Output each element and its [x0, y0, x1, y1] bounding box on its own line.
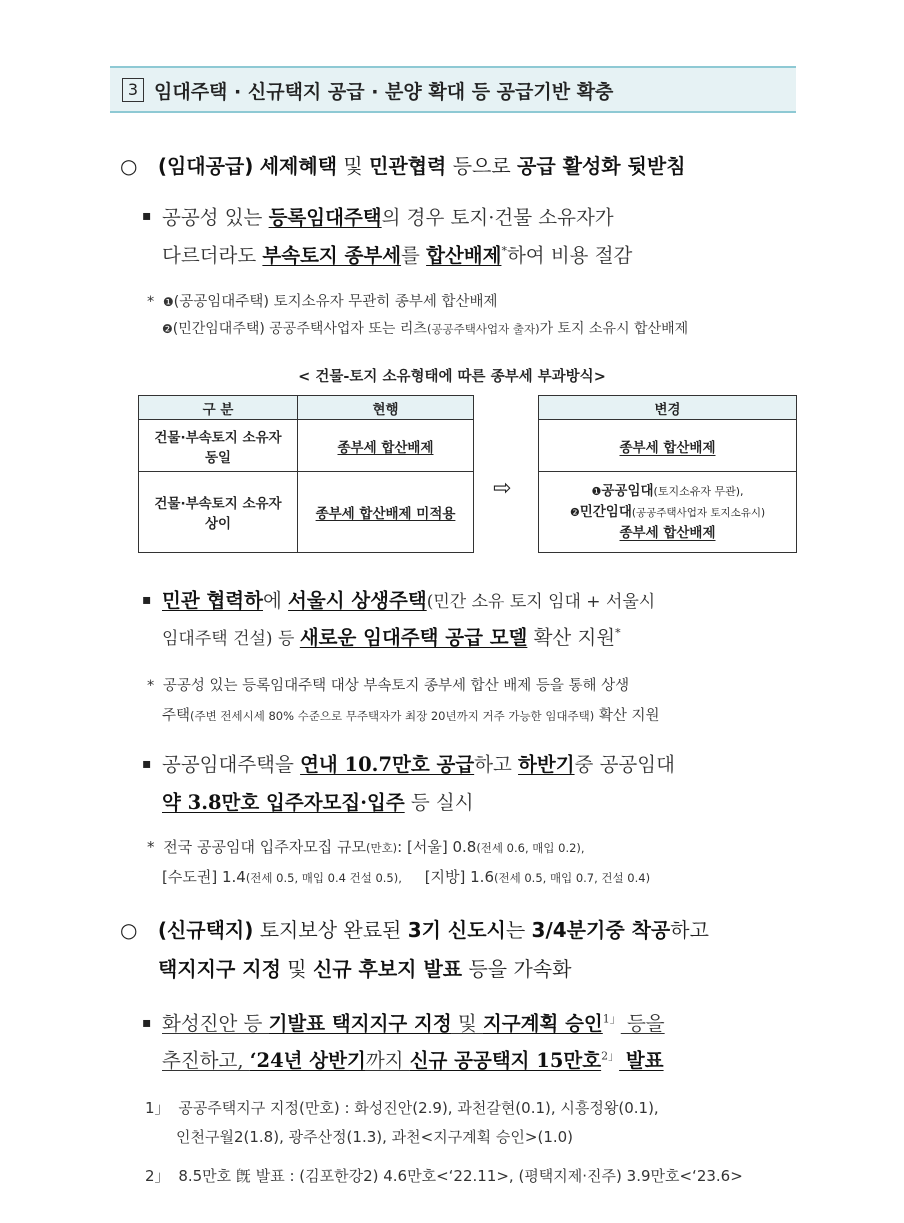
col-changed: 변경	[539, 396, 797, 420]
arrow-icon: ⇨	[493, 476, 512, 501]
sec1-t4: 등으로	[446, 154, 518, 178]
item1-note2a: (민간임대주택) 공공주택사업자 또는 리츠	[172, 321, 427, 337]
sec1-heading	[120, 150, 686, 179]
item2-l2c: 확산 지원	[527, 626, 616, 649]
row1-changed: 종부세 합산배제	[619, 439, 716, 456]
item1-note2	[162, 318, 688, 338]
item1-l2c: 를	[401, 244, 427, 267]
item1-note1	[147, 290, 498, 311]
item3-note-line2	[162, 866, 650, 887]
item2-note-line1	[147, 674, 629, 695]
square-bullet: ▪	[142, 756, 152, 772]
item3-n2c: [지방] 1.6	[424, 868, 494, 886]
item3-n1d: (전세 0.6, 매입 0.2),	[476, 841, 585, 855]
sec1-tag: (임대공급)	[157, 154, 254, 178]
col-current: 현행	[298, 396, 474, 420]
item1-l2e: *	[501, 244, 507, 258]
mark-1: ❶	[591, 485, 602, 498]
fn2-mark: 2」	[145, 1167, 170, 1185]
item2-line1	[162, 585, 655, 613]
sec2-l1b: 토지보상 완료된	[253, 918, 408, 942]
col-label: 구 분	[139, 396, 298, 420]
sec1-t1: 세제혜택	[259, 154, 338, 178]
footnote-2	[145, 1165, 743, 1186]
fn1a: 공공주택지구 지정(만호) : 화성진안(2.9), 과천갈현(0.1), 시흥정왕(0.1),	[178, 1099, 659, 1117]
item4-l2a: 추진하고,	[162, 1049, 250, 1072]
note-mark-2: ❷	[162, 322, 173, 336]
item4-l1c: 및	[451, 1012, 483, 1035]
footnote-1-line2: 인천구월2(1.8), 광주산정(1.3), 과천<지구계획 승인>(1.0)	[176, 1128, 574, 1146]
item2-l2d: *	[615, 626, 621, 640]
item3-l2b: 등 실시	[404, 791, 474, 814]
item2-n1: 공공성 있는 등록임대주택 대상 부속토지 종부세 합산 배제 등을 통해 상생	[162, 678, 630, 694]
item3-l1d: 하반기	[518, 753, 575, 776]
item1-l2b: 부속토지 종부세	[262, 244, 402, 267]
row2-changed	[539, 472, 797, 553]
item4-l2e: 2」	[601, 1049, 620, 1063]
row2-c2b: (공공주택사업자 토지소유시)	[631, 507, 766, 519]
item3-n1a: 전국 공공임대 입주자모집 규모	[163, 838, 366, 856]
item2-line2	[162, 622, 621, 650]
item1-l2d: 합산배제	[426, 244, 502, 267]
note-mark-1: ❶	[162, 295, 174, 309]
item3-n2a: [수도권] 1.4	[162, 868, 246, 886]
sec2-l2d: 등을 가속화	[462, 957, 572, 981]
section-title: 임대주택 · 신규택지 공급 · 분양 확대 등 공급기반 확충	[154, 81, 614, 103]
square-bullet: ▪	[142, 592, 152, 608]
item1-l1c: 의 경우 토지·건물 소유자가	[381, 206, 614, 229]
item3-l2a: 약 3.8만호 입주자모집·입주	[162, 791, 405, 814]
item1-note1-text: (공공임대주택) 토지소유자 무관히 종부세 합산배제	[173, 294, 498, 310]
item3-n1b: (만호)	[365, 841, 398, 855]
sec1-t2: 및	[337, 154, 370, 178]
sec2-l1d: 는	[505, 918, 532, 942]
item4-l1d: 지구계획 승인	[482, 1012, 603, 1035]
item1-note2c: 가 토지 소유시 합산배제	[539, 321, 689, 337]
sec2-l2a: 택지지구 지정	[158, 957, 281, 981]
item2-l1b: 에	[262, 589, 289, 612]
item1-l1a: 공공성 있는	[162, 206, 269, 229]
item2-n2c: 확산 지원	[594, 708, 660, 724]
item1-l2a: 다르더라도	[162, 244, 263, 267]
item3-line2	[162, 787, 474, 815]
footnote-1-line1	[145, 1097, 659, 1118]
row2-c1b: (토지소유자 무관),	[653, 485, 744, 498]
item2-note-line2	[162, 704, 660, 725]
item4-l2c: 까지	[365, 1049, 410, 1072]
table-caption: < 건물-토지 소유형태에 따른 종부세 부과방식>	[298, 369, 606, 385]
fn2: 8.5만호 旣 발표 : (김포한강2) 4.6만호<‘22.11>, (평택지제·진주) 3.9만호<‘23.6>	[178, 1167, 743, 1185]
item2-l2b: 새로운 임대주택 공급 모델	[299, 626, 528, 649]
item4-line1	[162, 1008, 665, 1036]
circle-bullet: ○	[120, 154, 138, 178]
fn1-mark: 1」	[145, 1099, 170, 1117]
item4-l2b: ‘24년 상반기	[249, 1049, 366, 1072]
row1-current: 종부세 합산배제	[298, 420, 474, 472]
item4-l1b: 기발표 택지지구 지정	[268, 1012, 452, 1035]
sec1-t5: 공급 활성화 뒷받침	[517, 154, 686, 178]
square-bullet: ▪	[142, 1015, 152, 1031]
row2-label: 건물·부속토지 소유자 상이	[139, 472, 298, 553]
item3-l1e: 중 공공임대	[574, 753, 675, 776]
item3-l1a: 공공임대주택을	[162, 753, 301, 776]
item2-n2b: (주변 전세시세 80% 수준으로 무주택자가 최장 20년까지 거주 가능한 임대주택)	[190, 709, 595, 723]
sec2-l1c: 3기 신도시	[407, 918, 506, 942]
note-star: *	[147, 294, 155, 310]
item3-n1c: : [서울] 0.8	[397, 838, 477, 856]
item3-line1	[162, 749, 675, 777]
sec2-l1a: (신규택지)	[157, 918, 254, 942]
sec2-l2c: 신규 후보지 발표	[312, 957, 463, 981]
section-header	[110, 66, 796, 113]
item2-l1d: (민간 소유 토지 임대 + 서울시	[426, 592, 656, 612]
item2-l1a: 민관 협력하	[162, 589, 263, 612]
tax-table-current	[138, 395, 474, 553]
mark-2: ❷	[569, 506, 580, 519]
item3-n2d: (전세 0.5, 매입 0.7, 건설 0.4)	[494, 871, 651, 885]
sec2-l2b: 및	[280, 957, 313, 981]
item1-l1b: 등록임대주택	[268, 206, 382, 229]
item2-l1c: 서울시 상생주택	[288, 589, 427, 612]
item4-l1a: 화성진안 등	[162, 1012, 269, 1035]
item4-l2d: 신규 공공택지 15만호	[409, 1049, 602, 1072]
sec1-t3: 민관협력	[369, 154, 447, 178]
item4-line2	[162, 1045, 664, 1073]
item4-l2f: 발표	[619, 1049, 664, 1072]
circle-bullet: ○	[120, 918, 138, 942]
item2-n2a: 주택	[162, 708, 191, 724]
row2-c2a: 민간임대	[579, 504, 632, 520]
sec2-l1f: 하고	[670, 918, 709, 942]
sec2-l1e: 3/4분기중 착공	[531, 918, 671, 942]
item1-l2f: 하여 비용 절감	[506, 244, 633, 267]
item1-note2b: (공공주택사업자 출자)	[426, 322, 540, 336]
item3-l1c: 하고	[474, 753, 519, 776]
item1-line1	[162, 202, 614, 230]
item4-l1e: 1」	[602, 1012, 621, 1026]
tax-table-changed	[538, 395, 797, 553]
sec2-heading-line1	[120, 914, 709, 943]
square-bullet: ▪	[142, 208, 152, 224]
item3-n2b: (전세 0.5, 매입 0.4 건설 0.5),	[245, 871, 402, 885]
section-number: 3	[122, 78, 144, 102]
note-star: *	[147, 838, 155, 856]
item4-l1f: 등을	[620, 1012, 665, 1035]
item3-l1b: 연내 10.7만호 공급	[300, 753, 475, 776]
row2-current: 종부세 합산배제 미적용	[298, 472, 474, 553]
item3-note-line1	[147, 836, 585, 857]
row2-c1a: 공공임대	[601, 483, 654, 499]
sec2-heading-line2	[158, 953, 571, 982]
item2-l2a: 임대주택 건설) 등	[162, 629, 300, 649]
row2-c3: 종부세 합산배제	[619, 525, 716, 541]
item1-line2	[162, 240, 632, 268]
row1-label: 건물·부속토지 소유자 동일	[139, 420, 298, 472]
note-star: *	[147, 678, 155, 694]
